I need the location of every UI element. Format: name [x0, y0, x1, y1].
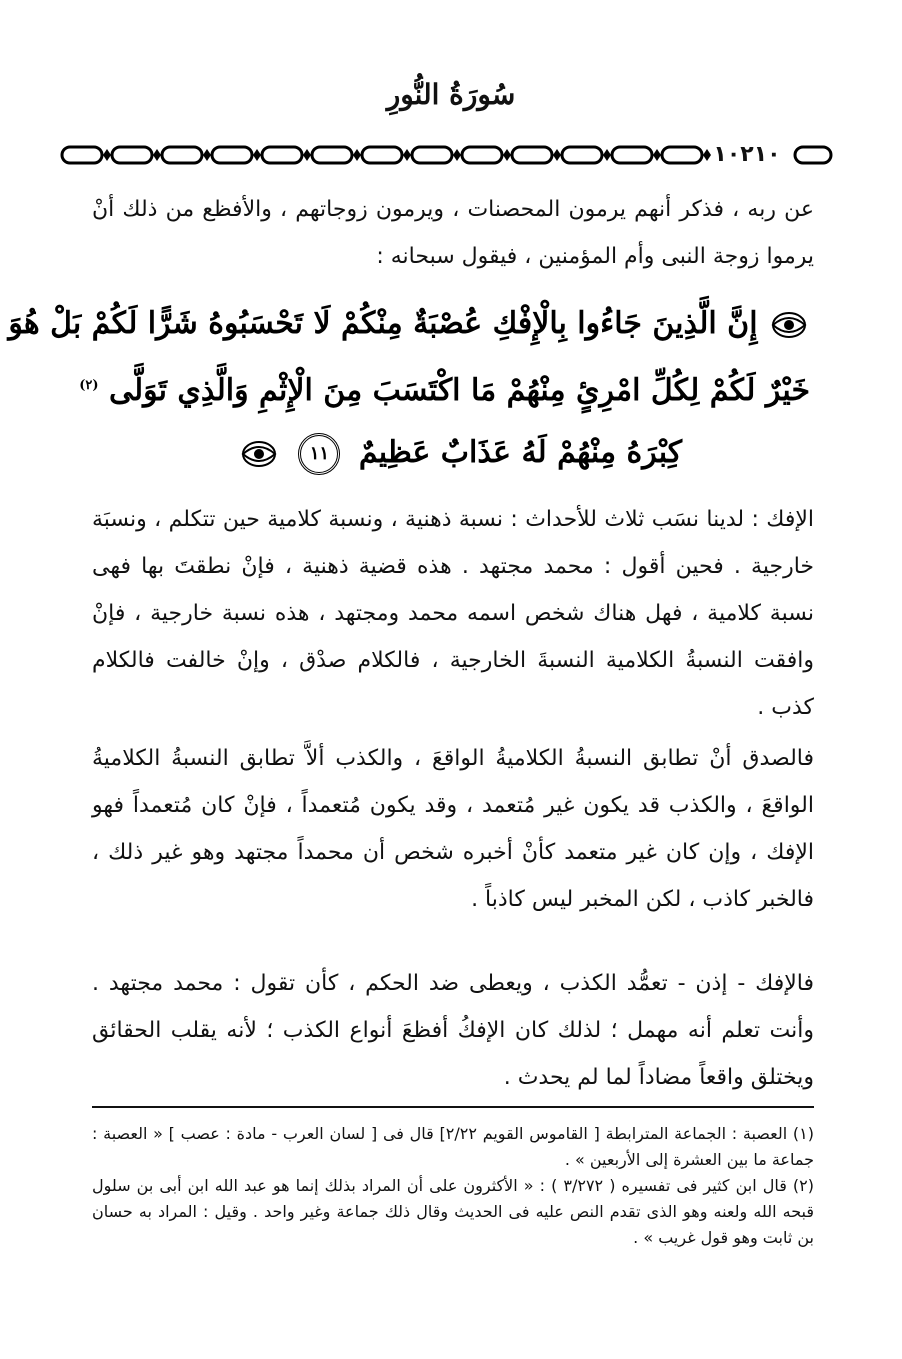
footnote-marker-2: (٢)	[79, 378, 99, 393]
verse-text-line-1: إِنَّ الَّذِينَ جَاءُوا بِالْإِفْكِ عُصْبَةٌ مِنْكُمْ لَا تَحْسَبُوهُ شَرًّا لَكُمْ بَلْ هُوَ	[8, 306, 758, 341]
verse-text-line-2: خَيْرٌ لَكُمْ لِكُلِّ امْرِئٍ مِنْهُمْ مَا اكْتَسَبَ مِنَ الْإِثْمِ وَالَّذِي تَوَلَّى	[108, 373, 810, 408]
verse-line-2	[79, 355, 810, 422]
verse-end-ornament-icon	[238, 436, 280, 472]
footnote-divider	[92, 1106, 814, 1108]
verse-text-line-3: كِبْرَهُ مِنْهُمْ لَهُ عَذَابٌ عَظِيمٌ	[358, 435, 683, 470]
footnote-1: (١) العصبة : الجماعة المترابطة [ القاموس القويم ٢/٢٢] قال فى [ لسان العرب - مادة : عصب ] « العصبة : جماعة ما بين العشرة إلى الأربعين » .	[92, 1124, 815, 1169]
page-number: ١٠٢١٠	[712, 140, 782, 170]
surah-title: سُورَةُ النُّورِ	[386, 78, 516, 111]
paragraph-ifk-definition: الإفك : لدينا نسَب ثلاث للأحداث : نسبة ذهنية ، ونسبة كلامية حين تتكلم ، ونسبَة خارجية . فحين أقول : محمد مجتهد . هذه قضية ذهنية ، فإنْ نطقتَ بها فهى نسبة كلامية ، فهل هناك شخص اسمه محمد ومجتهد ، هذه نسبة خارجية ، فإنْ وافقت النسبةُ الكلامية النسبةَ الخارجية ، فالكلام صدْق ، وإنْ خالفت فالكلام كذب .	[92, 507, 814, 720]
footnotes	[92, 1121, 814, 1251]
verse-line-3	[110, 422, 810, 484]
verse-line-1	[8, 288, 810, 355]
verse-start-ornament-icon	[768, 307, 810, 343]
intro-paragraph: عن ربه ، فذكر أنهم يرمون المحصنات ، ويرمون زوجاتهم ، والأفظع من ذلك أنْ يرموا زوجة النبى وأم المؤمنين ، فيقول سبحانه :	[92, 197, 814, 269]
ornament-border	[60, 140, 835, 170]
paragraph-ifk-conclusion: فالإفك - إذن - تعمُّد الكذب ، ويعطى ضد الحكم ، كأن تقول : محمد مجتهد . وأنت تعلم أنه مهمل ؛ لذلك كان الإفكُ أفظعَ أنواع الكذب ؛ لأنه يقلب الحقائق ويختلق واقعاً مضاداً لما لم يحدث .	[92, 971, 814, 1090]
footnote-2: (٢) قال ابن كثير فى تفسيره ( ٣/٢٧٢ ) : « الأكثرون على أن المراد بذلك إنما هو عبد الله ابن أبى بن سلول قبحه الله ولعنه وهو الذى تقدم النص عليه فى الحديث وقال ذلك جماعة وغير واحد . وقيل : المراد به حسان بن ثابت وهو قول غريب » .	[92, 1176, 815, 1247]
quran-verse	[8, 288, 810, 488]
ayah-number-badge: ١١	[298, 433, 340, 475]
paragraph-truth-falsehood: فالصدق أنْ تطابق النسبةُ الكلاميةُ الواقعَ ، والكذب ألاَّ تطابق النسبةُ الكلاميةُ الواقعَ ، والكذب قد يكون غير مُتعمد ، وقد يكون مُتعمداً ، فإنْ كان مُتعمداً فهو الإفك ، وإن كان غير متعمد كأنْ أخبره شخص أن محمداً مجتهد وهو غير ذلك ، فالخبر كاذب ، لكن المخبر ليس كاذباً .	[92, 746, 814, 912]
